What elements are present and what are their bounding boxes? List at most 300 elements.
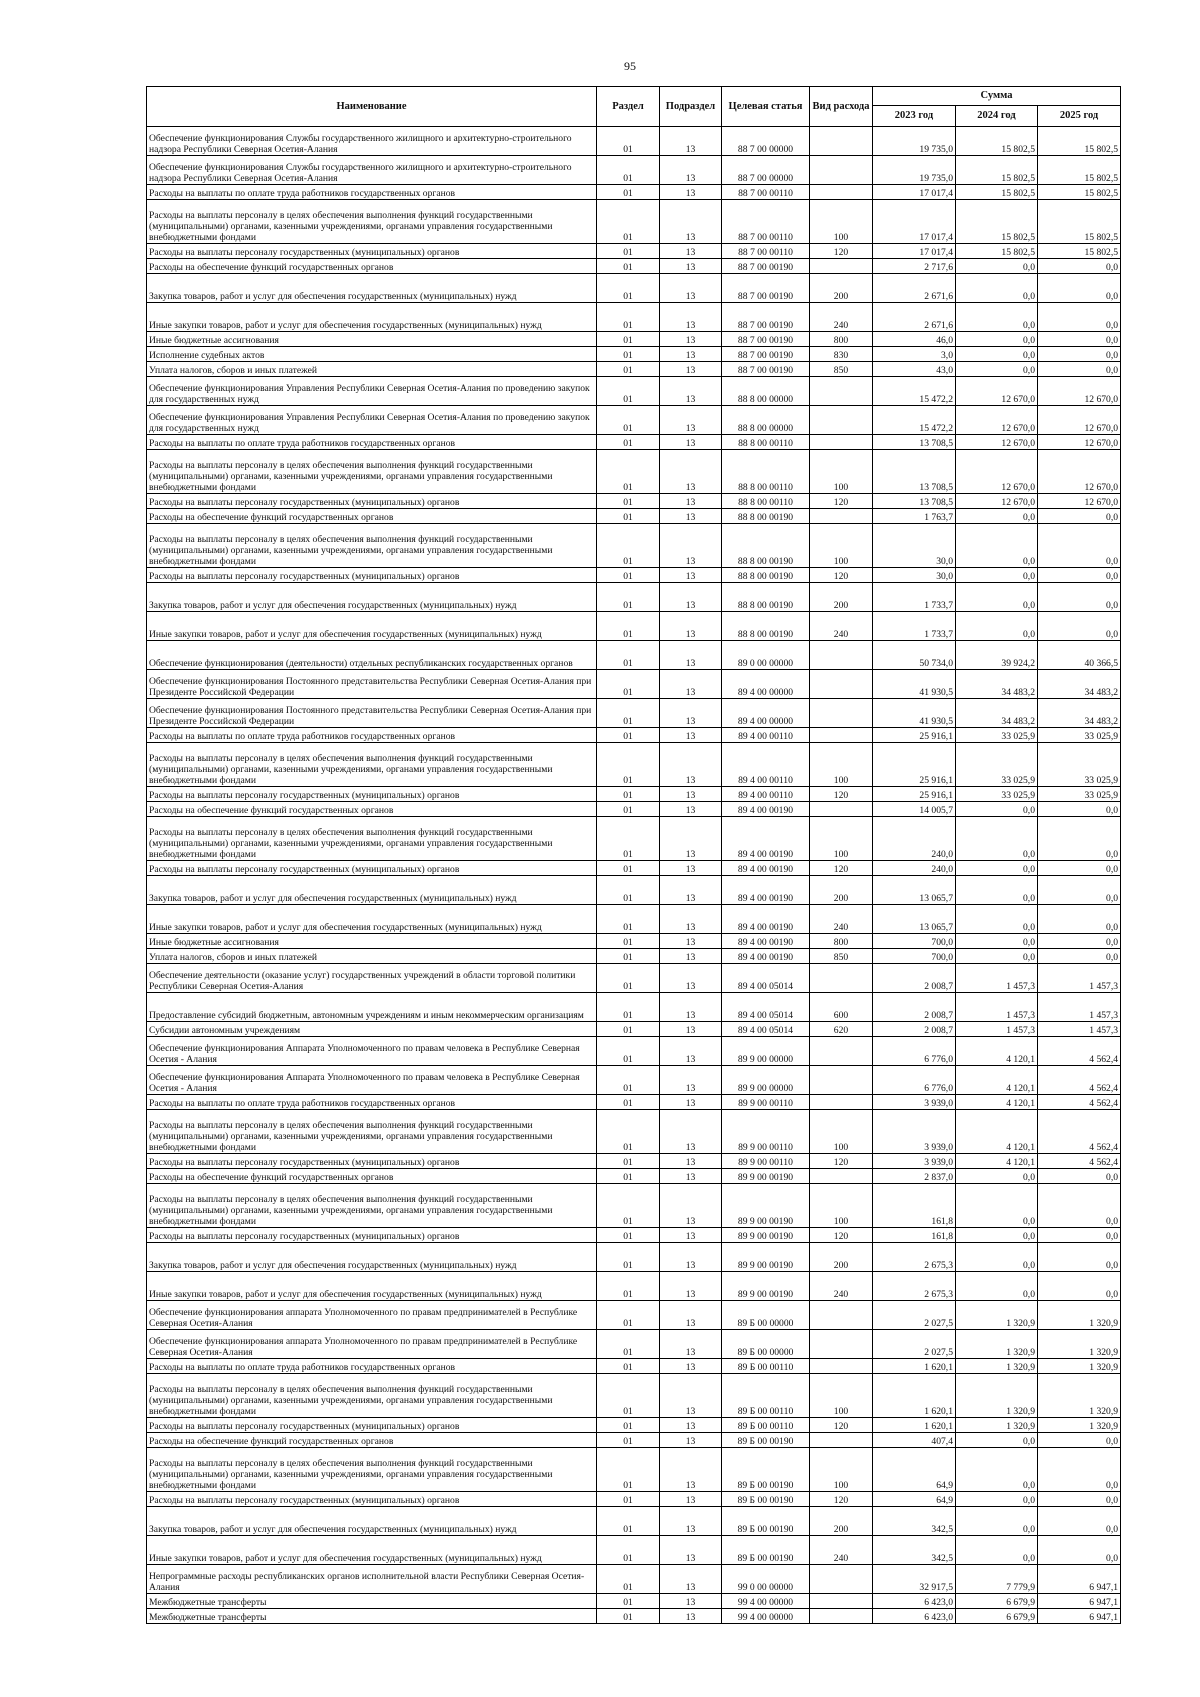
table-row <box>147 728 1121 743</box>
row-podrazdel: 13 <box>660 1110 722 1154</box>
row-podrazdel: 13 <box>660 332 722 347</box>
row-sum-2025: 0,0 <box>1038 876 1121 905</box>
row-target-article: 88 7 00 00190 <box>722 332 810 347</box>
row-podrazdel: 13 <box>660 1565 722 1594</box>
row-podrazdel: 13 <box>660 127 722 156</box>
table-row <box>147 1228 1121 1243</box>
row-sum-2024: 1 457,3 <box>956 993 1038 1022</box>
row-sum-2023: 17 017,4 <box>873 244 956 259</box>
row-target-article: 89 9 00 00110 <box>722 1154 810 1169</box>
row-expense-type: 800 <box>810 934 873 949</box>
row-target-article: 88 7 00 00110 <box>722 185 810 200</box>
row-sum-2024: 7 779,9 <box>956 1565 1038 1594</box>
row-sum-2024: 0,0 <box>956 1536 1038 1565</box>
row-razdel: 01 <box>597 905 660 934</box>
row-razdel: 01 <box>597 876 660 905</box>
table-row <box>147 1301 1121 1330</box>
row-podrazdel: 13 <box>660 524 722 568</box>
row-sum-2024: 4 120,1 <box>956 1066 1038 1095</box>
row-expense-type: 200 <box>810 274 873 303</box>
row-razdel: 01 <box>597 1507 660 1536</box>
row-target-article: 89 4 00 00000 <box>722 699 810 728</box>
row-expense-type: 100 <box>810 743 873 787</box>
row-target-article: 88 8 00 00110 <box>722 494 810 509</box>
row-target-article: 99 4 00 00000 <box>722 1609 810 1624</box>
table-row <box>147 802 1121 817</box>
row-target-article: 88 7 00 00110 <box>722 244 810 259</box>
row-name: Обеспечение функционирования Службы государственного жилищного и архитектурно-строительного надзора Республики Северная Осетия-Алания <box>147 156 597 185</box>
row-podrazdel: 13 <box>660 1301 722 1330</box>
row-razdel: 01 <box>597 670 660 699</box>
row-target-article: 88 8 00 00190 <box>722 524 810 568</box>
row-podrazdel: 13 <box>660 876 722 905</box>
row-expense-type <box>810 259 873 274</box>
row-sum-2024: 0,0 <box>956 1492 1038 1507</box>
row-sum-2025: 1 457,3 <box>1038 964 1121 993</box>
row-name: Обеспечение функционирования Управления Республики Северная Осетия-Алания по проведению закупок для государственных нужд <box>147 377 597 406</box>
row-sum-2023: 407,4 <box>873 1433 956 1448</box>
row-target-article: 88 7 00 00190 <box>722 259 810 274</box>
row-sum-2024: 33 025,9 <box>956 787 1038 802</box>
row-sum-2023: 13 065,7 <box>873 876 956 905</box>
row-expense-type: 240 <box>810 1536 873 1565</box>
row-razdel: 01 <box>597 156 660 185</box>
row-razdel: 01 <box>597 787 660 802</box>
row-name: Расходы на выплаты персоналу в целях обеспечения выполнения функций государственными (муниципальными) органами, казенными учреждениями, органами управления государственными внебюджетными фондами <box>147 450 597 494</box>
row-sum-2023: 25 916,1 <box>873 787 956 802</box>
table-row <box>147 1359 1121 1374</box>
row-sum-2023: 32 917,5 <box>873 1565 956 1594</box>
row-expense-type: 120 <box>810 1418 873 1433</box>
row-sum-2024: 0,0 <box>956 303 1038 332</box>
row-podrazdel: 13 <box>660 1184 722 1228</box>
row-sum-2024: 0,0 <box>956 1184 1038 1228</box>
row-expense-type <box>810 185 873 200</box>
row-sum-2025: 0,0 <box>1038 1243 1121 1272</box>
row-sum-2023: 161,8 <box>873 1184 956 1228</box>
row-target-article: 88 7 00 00110 <box>722 200 810 244</box>
row-name: Расходы на выплаты персоналу в целях обеспечения выполнения функций государственными (муниципальными) органами, казенными учреждениями, органами управления государственными внебюджетными фондами <box>147 524 597 568</box>
row-podrazdel: 13 <box>660 743 722 787</box>
row-sum-2024: 0,0 <box>956 274 1038 303</box>
row-sum-2024: 0,0 <box>956 934 1038 949</box>
row-target-article: 89 9 00 00190 <box>722 1184 810 1228</box>
row-name: Уплата налогов, сборов и иных платежей <box>147 949 597 964</box>
row-target-article: 89 Б 00 00110 <box>722 1359 810 1374</box>
row-podrazdel: 13 <box>660 861 722 876</box>
row-podrazdel: 13 <box>660 1448 722 1492</box>
row-target-article: 89 9 00 00110 <box>722 1095 810 1110</box>
row-target-article: 89 4 00 00110 <box>722 743 810 787</box>
table-row <box>147 303 1121 332</box>
row-podrazdel: 13 <box>660 200 722 244</box>
row-sum-2025: 0,0 <box>1038 274 1121 303</box>
row-target-article: 89 4 00 00190 <box>722 905 810 934</box>
row-sum-2023: 6 776,0 <box>873 1066 956 1095</box>
table-row <box>147 244 1121 259</box>
row-sum-2023: 17 017,4 <box>873 185 956 200</box>
row-target-article: 89 Б 00 00190 <box>722 1492 810 1507</box>
row-sum-2024: 34 483,2 <box>956 670 1038 699</box>
row-expense-type <box>810 509 873 524</box>
row-razdel: 01 <box>597 993 660 1022</box>
row-sum-2024: 0,0 <box>956 861 1038 876</box>
row-sum-2025: 0,0 <box>1038 362 1121 377</box>
row-sum-2025: 1 320,9 <box>1038 1418 1121 1433</box>
row-podrazdel: 13 <box>660 1374 722 1418</box>
row-sum-2024: 0,0 <box>956 802 1038 817</box>
row-name: Обеспечение функционирования Постоянного представительства Республики Северная Осетия-Алания при Президенте Российской Федерации <box>147 670 597 699</box>
row-razdel: 01 <box>597 612 660 641</box>
row-sum-2023: 46,0 <box>873 332 956 347</box>
table-row <box>147 1609 1121 1624</box>
row-razdel: 01 <box>597 347 660 362</box>
row-target-article: 89 4 00 00190 <box>722 802 810 817</box>
row-sum-2024: 0,0 <box>956 1228 1038 1243</box>
row-sum-2023: 2 008,7 <box>873 964 956 993</box>
row-razdel: 01 <box>597 1037 660 1066</box>
row-expense-type <box>810 1301 873 1330</box>
row-name: Иные закупки товаров, работ и услуг для обеспечения государственных (муниципальных) нужд <box>147 1536 597 1565</box>
row-sum-2025: 0,0 <box>1038 802 1121 817</box>
row-razdel: 01 <box>597 200 660 244</box>
row-razdel: 01 <box>597 1374 660 1418</box>
row-sum-2024: 0,0 <box>956 524 1038 568</box>
table-row <box>147 817 1121 861</box>
row-name: Расходы на выплаты персоналу государственных (муниципальных) органов <box>147 1228 597 1243</box>
header-target-article: Целевая статья <box>722 87 810 127</box>
row-target-article: 89 Б 00 00190 <box>722 1433 810 1448</box>
row-sum-2024: 12 670,0 <box>956 435 1038 450</box>
row-sum-2025: 6 947,1 <box>1038 1565 1121 1594</box>
row-sum-2025: 4 562,4 <box>1038 1037 1121 1066</box>
row-name: Расходы на обеспечение функций государственных органов <box>147 1433 597 1448</box>
row-podrazdel: 13 <box>660 494 722 509</box>
row-razdel: 01 <box>597 494 660 509</box>
row-razdel: 01 <box>597 1418 660 1433</box>
row-razdel: 01 <box>597 406 660 435</box>
row-sum-2023: 700,0 <box>873 934 956 949</box>
row-sum-2024: 0,0 <box>956 905 1038 934</box>
row-target-article: 99 0 00 00000 <box>722 1565 810 1594</box>
row-sum-2024: 12 670,0 <box>956 406 1038 435</box>
row-sum-2025: 4 562,4 <box>1038 1154 1121 1169</box>
table-row <box>147 1022 1121 1037</box>
row-target-article: 89 0 00 00000 <box>722 641 810 670</box>
row-sum-2025: 1 457,3 <box>1038 1022 1121 1037</box>
row-podrazdel: 13 <box>660 993 722 1022</box>
row-sum-2025: 12 670,0 <box>1038 494 1121 509</box>
row-sum-2025: 0,0 <box>1038 817 1121 861</box>
table-row <box>147 200 1121 244</box>
row-sum-2023: 1 620,1 <box>873 1418 956 1433</box>
row-podrazdel: 13 <box>660 1330 722 1359</box>
row-target-article: 89 4 00 00190 <box>722 949 810 964</box>
row-expense-type: 200 <box>810 583 873 612</box>
row-expense-type: 120 <box>810 861 873 876</box>
table-row <box>147 1169 1121 1184</box>
row-razdel: 01 <box>597 450 660 494</box>
row-sum-2023: 25 916,1 <box>873 728 956 743</box>
row-expense-type: 120 <box>810 494 873 509</box>
row-sum-2025: 1 320,9 <box>1038 1374 1121 1418</box>
table-row <box>147 568 1121 583</box>
row-razdel: 01 <box>597 1110 660 1154</box>
row-razdel: 01 <box>597 332 660 347</box>
row-sum-2023: 6 423,0 <box>873 1594 956 1609</box>
table-row <box>147 1507 1121 1536</box>
row-sum-2025: 0,0 <box>1038 332 1121 347</box>
row-expense-type <box>810 1609 873 1624</box>
header-name: Наименование <box>147 87 597 127</box>
row-razdel: 01 <box>597 244 660 259</box>
row-expense-type: 800 <box>810 332 873 347</box>
table-row <box>147 1448 1121 1492</box>
row-target-article: 89 Б 00 00190 <box>722 1448 810 1492</box>
row-expense-type <box>810 1433 873 1448</box>
header-year-2025: 2025 год <box>1038 106 1121 127</box>
row-sum-2023: 2 717,6 <box>873 259 956 274</box>
row-sum-2023: 15 472,2 <box>873 406 956 435</box>
row-razdel: 01 <box>597 127 660 156</box>
row-sum-2024: 0,0 <box>956 583 1038 612</box>
row-razdel: 01 <box>597 1536 660 1565</box>
row-target-article: 89 9 00 00190 <box>722 1272 810 1301</box>
row-target-article: 89 9 00 00190 <box>722 1243 810 1272</box>
row-target-article: 89 4 00 00110 <box>722 787 810 802</box>
row-expense-type <box>810 127 873 156</box>
table-row <box>147 450 1121 494</box>
page-number: 95 <box>624 59 636 73</box>
row-name: Расходы на выплаты по оплате труда работников государственных органов <box>147 1095 597 1110</box>
header-razdel: Раздел <box>597 87 660 127</box>
row-target-article: 89 Б 00 00000 <box>722 1330 810 1359</box>
row-expense-type: 240 <box>810 905 873 934</box>
row-razdel: 01 <box>597 1330 660 1359</box>
table-row <box>147 185 1121 200</box>
row-podrazdel: 13 <box>660 699 722 728</box>
table-row <box>147 1433 1121 1448</box>
row-target-article: 88 8 00 00000 <box>722 406 810 435</box>
row-name: Расходы на выплаты персоналу в целях обеспечения выполнения функций государственными (муниципальными) органами, казенными учреждениями, органами управления государственными внебюджетными фондами <box>147 817 597 861</box>
row-podrazdel: 13 <box>660 274 722 303</box>
row-podrazdel: 13 <box>660 509 722 524</box>
row-sum-2023: 30,0 <box>873 524 956 568</box>
row-expense-type <box>810 1095 873 1110</box>
row-sum-2023: 240,0 <box>873 861 956 876</box>
table-row <box>147 494 1121 509</box>
row-expense-type: 100 <box>810 817 873 861</box>
row-podrazdel: 13 <box>660 817 722 861</box>
row-expense-type <box>810 964 873 993</box>
row-expense-type: 850 <box>810 949 873 964</box>
row-expense-type: 120 <box>810 787 873 802</box>
table-row <box>147 1330 1121 1359</box>
row-sum-2024: 4 120,1 <box>956 1110 1038 1154</box>
row-razdel: 01 <box>597 1594 660 1609</box>
row-podrazdel: 13 <box>660 1272 722 1301</box>
row-razdel: 01 <box>597 1433 660 1448</box>
row-podrazdel: 13 <box>660 1433 722 1448</box>
row-razdel: 01 <box>597 949 660 964</box>
row-name: Субсидии автономным учреждениям <box>147 1022 597 1037</box>
row-name: Расходы на выплаты персоналу в целях обеспечения выполнения функций государственными (муниципальными) органами, казенными учреждениями, органами управления государственными внебюджетными фондами <box>147 1374 597 1418</box>
row-sum-2023: 41 930,5 <box>873 699 956 728</box>
table-row <box>147 612 1121 641</box>
row-expense-type: 100 <box>810 524 873 568</box>
row-razdel: 01 <box>597 377 660 406</box>
row-podrazdel: 13 <box>660 670 722 699</box>
row-name: Закупка товаров, работ и услуг для обеспечения государственных (муниципальных) нужд <box>147 274 597 303</box>
row-sum-2024: 15 802,5 <box>956 200 1038 244</box>
row-podrazdel: 13 <box>660 1095 722 1110</box>
row-target-article: 88 7 00 00000 <box>722 127 810 156</box>
row-expense-type: 600 <box>810 993 873 1022</box>
row-razdel: 01 <box>597 362 660 377</box>
row-name: Расходы на выплаты персоналу государственных (муниципальных) органов <box>147 494 597 509</box>
table-row <box>147 1374 1121 1418</box>
table-row <box>147 1095 1121 1110</box>
table-row <box>147 993 1121 1022</box>
row-expense-type <box>810 1565 873 1594</box>
row-target-article: 89 Б 00 00190 <box>722 1536 810 1565</box>
row-expense-type: 120 <box>810 1228 873 1243</box>
row-razdel: 01 <box>597 1609 660 1624</box>
row-sum-2023: 2 008,7 <box>873 1022 956 1037</box>
row-name: Обеспечение функционирования Службы государственного жилищного и архитектурно-строительного надзора Республики Северная Осетия-Алания <box>147 127 597 156</box>
row-expense-type <box>810 641 873 670</box>
row-podrazdel: 13 <box>660 802 722 817</box>
row-sum-2025: 0,0 <box>1038 1228 1121 1243</box>
row-podrazdel: 13 <box>660 1594 722 1609</box>
row-expense-type <box>810 377 873 406</box>
row-razdel: 01 <box>597 934 660 949</box>
row-sum-2023: 342,5 <box>873 1507 956 1536</box>
row-razdel: 01 <box>597 1565 660 1594</box>
row-sum-2023: 2 671,6 <box>873 274 956 303</box>
table-row <box>147 1536 1121 1565</box>
row-target-article: 88 7 00 00190 <box>722 347 810 362</box>
row-name: Расходы на выплаты по оплате труда работников государственных органов <box>147 1359 597 1374</box>
row-razdel: 01 <box>597 802 660 817</box>
row-sum-2025: 0,0 <box>1038 861 1121 876</box>
row-razdel: 01 <box>597 435 660 450</box>
table-row <box>147 743 1121 787</box>
row-podrazdel: 13 <box>660 1536 722 1565</box>
row-sum-2023: 1 733,7 <box>873 583 956 612</box>
row-expense-type: 120 <box>810 568 873 583</box>
row-sum-2025: 1 320,9 <box>1038 1359 1121 1374</box>
row-sum-2025: 0,0 <box>1038 1272 1121 1301</box>
table-header <box>147 87 1121 127</box>
row-name: Обеспечение функционирования аппарата Уполномоченного по правам предпринимателей в Республике Северная Осетия-Алания <box>147 1330 597 1359</box>
row-expense-type <box>810 1359 873 1374</box>
row-sum-2023: 161,8 <box>873 1228 956 1243</box>
row-sum-2025: 0,0 <box>1038 949 1121 964</box>
row-sum-2025: 0,0 <box>1038 1169 1121 1184</box>
row-expense-type <box>810 1066 873 1095</box>
row-sum-2024: 1 320,9 <box>956 1330 1038 1359</box>
row-podrazdel: 13 <box>660 450 722 494</box>
header-podrazdel: Подраздел <box>660 87 722 127</box>
row-sum-2024: 15 802,5 <box>956 156 1038 185</box>
row-sum-2025: 4 562,4 <box>1038 1066 1121 1095</box>
row-name: Иные закупки товаров, работ и услуг для обеспечения государственных (муниципальных) нужд <box>147 905 597 934</box>
row-name: Расходы на выплаты персоналу в целях обеспечения выполнения функций государственными (муниципальными) органами, казенными учреждениями, органами управления государственными внебюджетными фондами <box>147 1184 597 1228</box>
row-razdel: 01 <box>597 743 660 787</box>
row-name: Расходы на выплаты персоналу государственных (муниципальных) органов <box>147 861 597 876</box>
row-sum-2024: 0,0 <box>956 876 1038 905</box>
row-sum-2025: 0,0 <box>1038 1492 1121 1507</box>
row-sum-2023: 3 939,0 <box>873 1110 956 1154</box>
row-razdel: 01 <box>597 524 660 568</box>
row-target-article: 88 7 00 00190 <box>722 362 810 377</box>
row-sum-2024: 6 679,9 <box>956 1609 1038 1624</box>
row-target-article: 88 8 00 00190 <box>722 568 810 583</box>
row-name: Исполнение судебных актов <box>147 347 597 362</box>
row-target-article: 89 4 00 05014 <box>722 1022 810 1037</box>
row-expense-type: 100 <box>810 200 873 244</box>
row-sum-2024: 15 802,5 <box>956 244 1038 259</box>
row-podrazdel: 13 <box>660 244 722 259</box>
table-row <box>147 1037 1121 1066</box>
table-row <box>147 583 1121 612</box>
row-sum-2023: 13 708,5 <box>873 435 956 450</box>
row-expense-type: 620 <box>810 1022 873 1037</box>
row-sum-2023: 3,0 <box>873 347 956 362</box>
row-target-article: 99 4 00 00000 <box>722 1594 810 1609</box>
row-name: Расходы на выплаты персоналу государственных (муниципальных) органов <box>147 244 597 259</box>
table-row <box>147 377 1121 406</box>
row-sum-2024: 0,0 <box>956 1169 1038 1184</box>
row-sum-2023: 2 008,7 <box>873 993 956 1022</box>
row-name: Расходы на выплаты персоналу в целях обеспечения выполнения функций государственными (муниципальными) органами, казенными учреждениями, органами управления государственными внебюджетными фондами <box>147 200 597 244</box>
row-name: Расходы на выплаты персоналу государственных (муниципальных) органов <box>147 1492 597 1507</box>
row-podrazdel: 13 <box>660 1066 722 1095</box>
row-sum-2024: 0,0 <box>956 362 1038 377</box>
row-sum-2024: 39 924,2 <box>956 641 1038 670</box>
row-target-article: 89 4 00 05014 <box>722 964 810 993</box>
row-sum-2025: 1 320,9 <box>1038 1301 1121 1330</box>
row-sum-2024: 0,0 <box>956 509 1038 524</box>
table-row <box>147 127 1121 156</box>
row-sum-2025: 34 483,2 <box>1038 699 1121 728</box>
row-target-article: 89 9 00 00190 <box>722 1228 810 1243</box>
row-razdel: 01 <box>597 1492 660 1507</box>
row-expense-type: 100 <box>810 1448 873 1492</box>
row-expense-type <box>810 728 873 743</box>
row-target-article: 89 4 00 05014 <box>722 993 810 1022</box>
row-name: Расходы на выплаты по оплате труда работников государственных органов <box>147 185 597 200</box>
row-sum-2023: 30,0 <box>873 568 956 583</box>
row-sum-2023: 2 027,5 <box>873 1301 956 1330</box>
row-expense-type <box>810 406 873 435</box>
row-expense-type: 200 <box>810 1507 873 1536</box>
row-sum-2025: 0,0 <box>1038 1184 1121 1228</box>
row-expense-type <box>810 699 873 728</box>
row-sum-2023: 1 620,1 <box>873 1359 956 1374</box>
table-row <box>147 1272 1121 1301</box>
row-sum-2025: 0,0 <box>1038 347 1121 362</box>
row-name: Межбюджетные трансферты <box>147 1609 597 1624</box>
row-expense-type: 120 <box>810 244 873 259</box>
row-name: Иные закупки товаров, работ и услуг для обеспечения государственных (муниципальных) нужд <box>147 612 597 641</box>
row-target-article: 88 8 00 00190 <box>722 509 810 524</box>
row-sum-2024: 12 670,0 <box>956 494 1038 509</box>
row-sum-2023: 1 733,7 <box>873 612 956 641</box>
row-podrazdel: 13 <box>660 259 722 274</box>
row-sum-2024: 0,0 <box>956 1243 1038 1272</box>
